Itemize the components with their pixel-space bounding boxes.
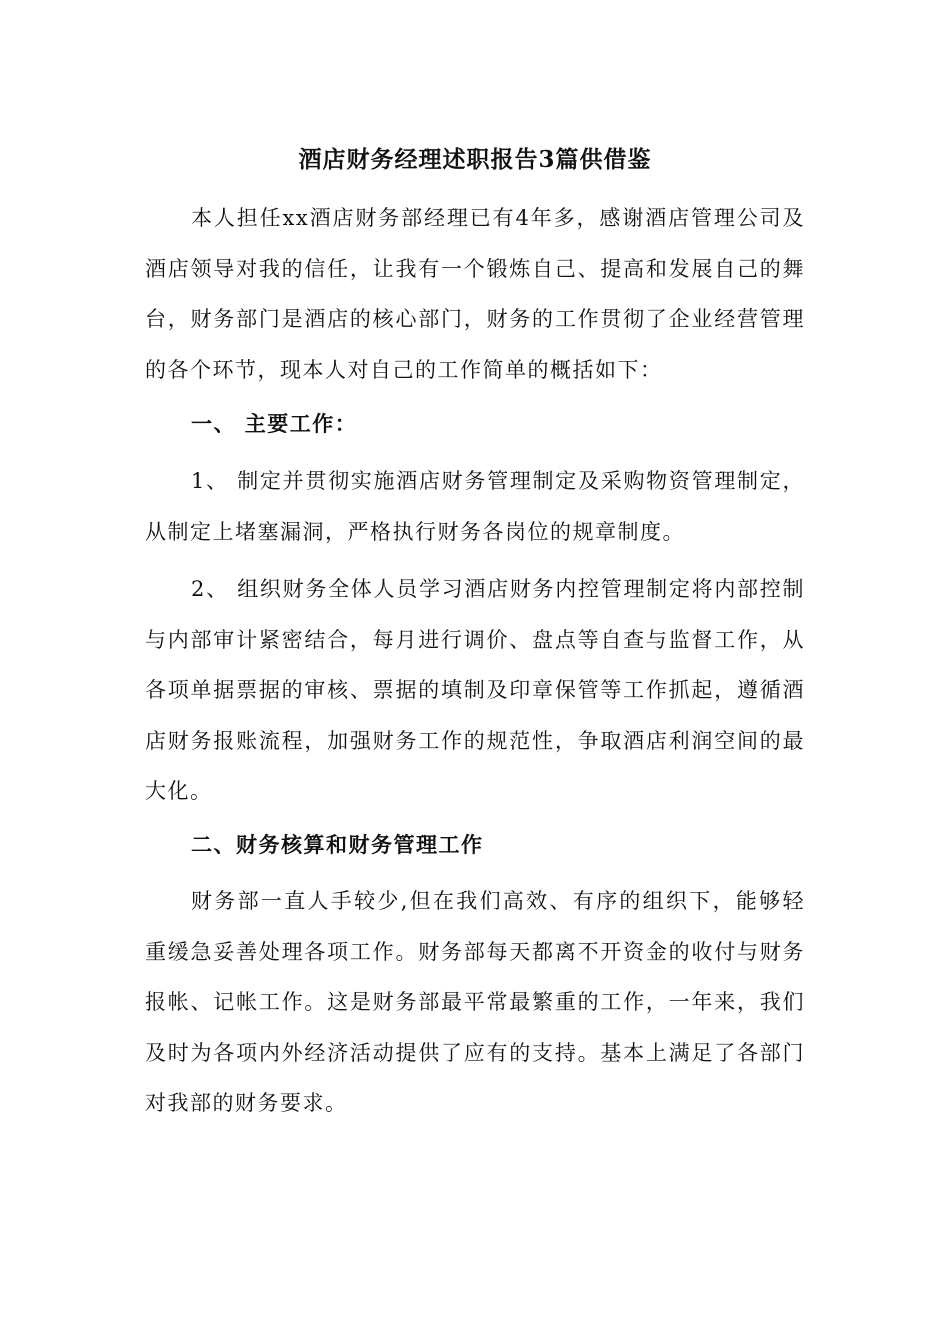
list-item-2-paragraph: 2、 组织财务全体人员学习酒店财务内控管理制定将内部控制与内部审计紧密结合，每月进行调价、盘点等自查与监督工作，从各项单据票据的审核、票据的填制及印章保管等工作抓起，遵循酒店财务报账流程，加强财务工作的规范性，争取酒店利润空间的最大化。 — [145, 577, 805, 803]
section2-body-paragraph: 财务部一直人手较少,但在我们高效、有序的组织下，能够轻重缓急妥善处理各项工作。财务部每天都离不开资金的收付与财务报帐、记帐工作。这是财务部最平常最繁重的工作，一年来，我们及时为各项内外经济活动提供了应有的支持。基本上满足了各部门对我部的财务要求。 — [145, 889, 805, 1115]
list-item-1-paragraph: 1、 制定并贯彻实施酒店财务管理制定及采购物资管理制定，从制定上堵塞漏洞，严格执行财务各岗位的规章制度。 — [145, 469, 805, 544]
section-heading-main-work: 一、 主要工作： — [191, 411, 358, 436]
section-heading-accounting: 二、财务核算和财务管理工作 — [191, 832, 484, 857]
intro-paragraph: 本人担任xx酒店财务部经理已有4年多，感谢酒店管理公司及酒店领导对我的信任，让我有一个锻炼自己、提高和发展自己的舞台，财务部门是酒店的核心部门，财务的工作贯彻了企业经营管理的各个环节，现本人对自己的工作简单的概括如下： — [145, 206, 805, 382]
document-title: 酒店财务经理述职报告3篇供借鉴 — [298, 146, 652, 173]
